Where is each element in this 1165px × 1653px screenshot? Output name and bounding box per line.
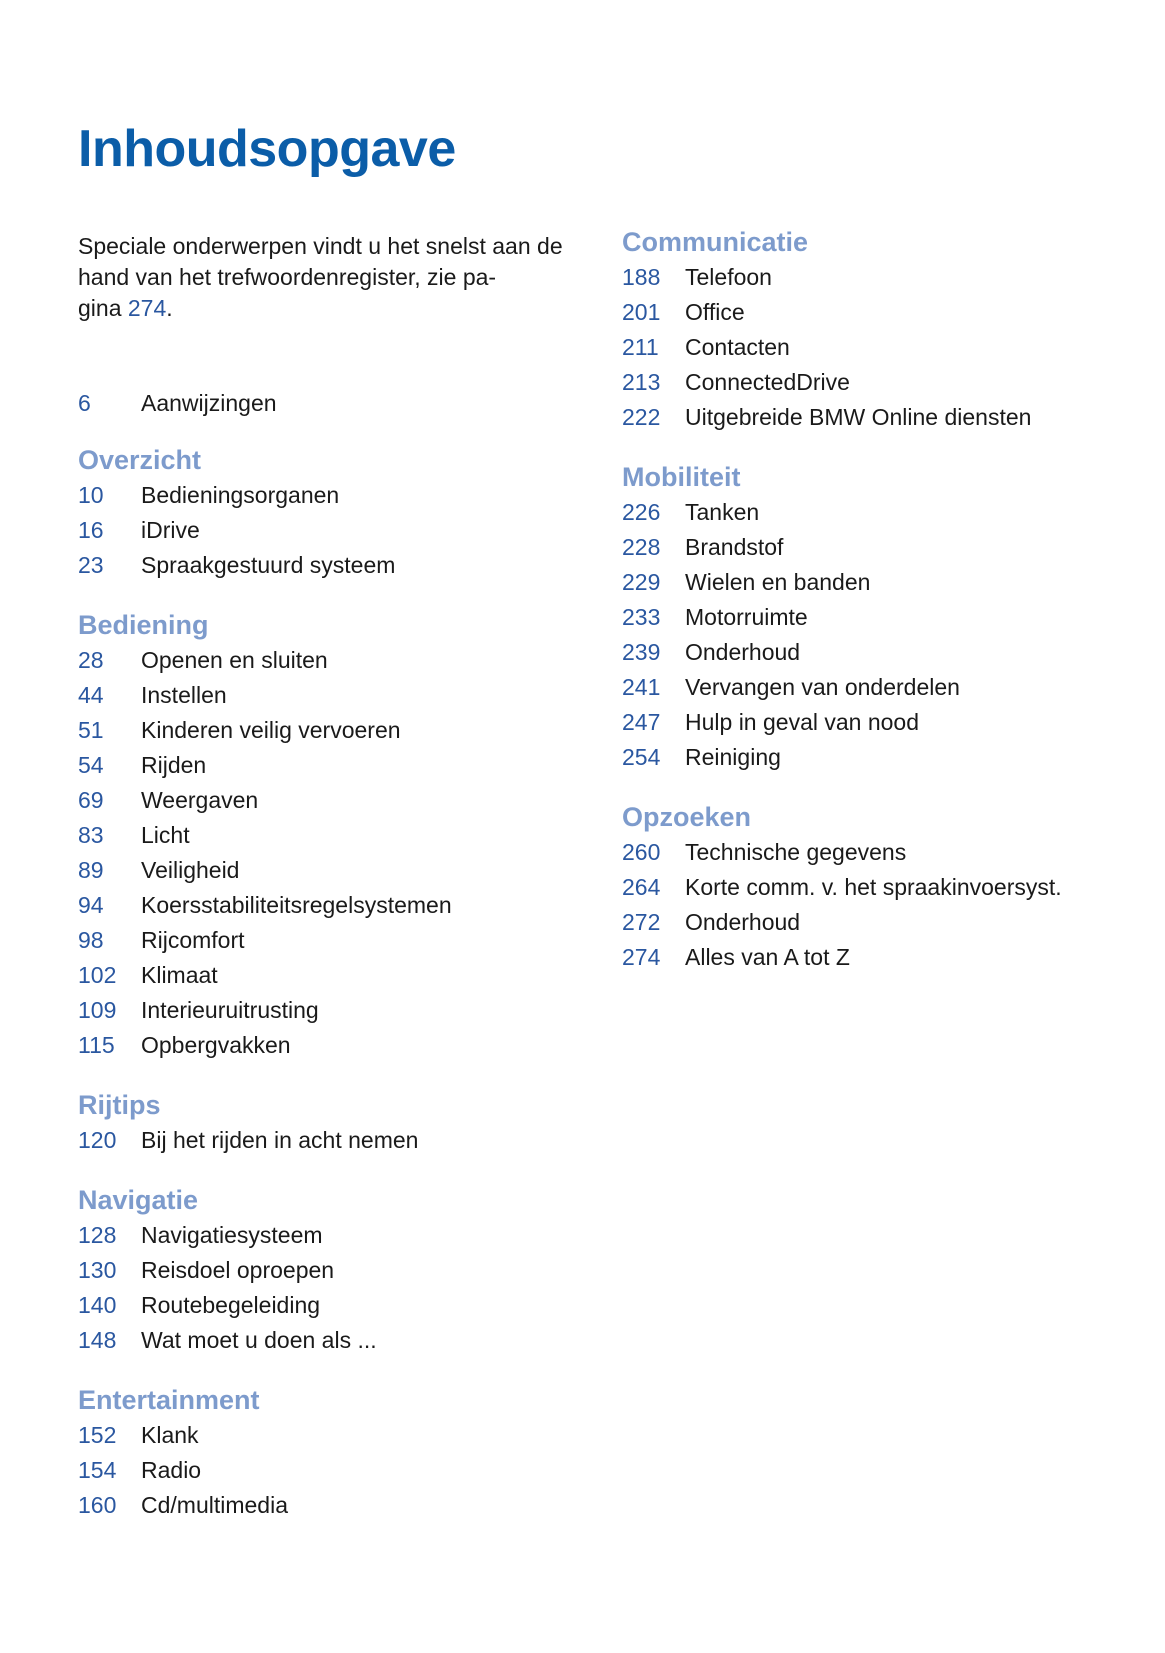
toc-page-number[interactable]: 54: [78, 752, 104, 778]
toc-entry[interactable]: [78, 888, 598, 923]
toc-entry-title[interactable]: ConnectedDrive: [685, 369, 850, 395]
intro-line: [78, 293, 598, 324]
toc-entry[interactable]: [622, 495, 1142, 530]
toc-entry[interactable]: [622, 400, 1142, 435]
toc-page-number[interactable]: 140: [78, 1292, 117, 1318]
toc-page-number[interactable]: 6: [78, 390, 91, 416]
toc-section-opzoeken: [622, 800, 1142, 975]
toc-page-number[interactable]: 23: [78, 552, 104, 578]
toc-entry-title[interactable]: Routebegeleiding: [141, 1292, 321, 1318]
toc-entry-title[interactable]: Rijcomfort: [141, 927, 245, 953]
toc-entry-title[interactable]: Rijden: [141, 752, 207, 778]
toc-entry-title[interactable]: Uitgebreide BMW Online diensten: [685, 404, 1032, 430]
intro-text: [78, 231, 598, 324]
toc-entry-title[interactable]: Cd/multimedia: [141, 1492, 288, 1518]
toc-page-number[interactable]: 69: [78, 787, 104, 813]
toc-page-number[interactable]: 94: [78, 892, 104, 918]
toc-entry-title[interactable]: Klimaat: [141, 962, 218, 988]
toc-page-number[interactable]: 213: [622, 369, 661, 395]
toc-entry-title[interactable]: Technische gegevens: [685, 839, 907, 865]
toc-entry[interactable]: [622, 670, 1142, 705]
toc-page-number[interactable]: 98: [78, 927, 104, 953]
toc-entry[interactable]: [78, 923, 598, 958]
toc-page-number[interactable]: 274: [622, 944, 661, 970]
toc-entry[interactable]: [78, 1218, 598, 1253]
toc-entry-title[interactable]: Instellen: [141, 682, 227, 708]
toc-page-number[interactable]: 272: [622, 909, 661, 935]
toc-entry[interactable]: [622, 705, 1142, 740]
toc-page-number[interactable]: 128: [78, 1222, 117, 1248]
toc-entry-title[interactable]: Wat moet u doen als ...: [141, 1327, 377, 1353]
toc-entry[interactable]: [622, 740, 1142, 775]
toc-entry-title[interactable]: Tanken: [685, 499, 760, 525]
toc-entry-title[interactable]: Bij het rijden in acht nemen: [141, 1127, 419, 1153]
toc-page-number[interactable]: 102: [78, 962, 117, 988]
toc-entry-title[interactable]: Radio: [141, 1457, 202, 1483]
toc-section-heading: Overzicht: [78, 445, 202, 475]
toc-page-number[interactable]: 44: [78, 682, 104, 708]
intro-line-text: gina: [78, 295, 128, 321]
toc-page-number[interactable]: 211: [622, 334, 659, 360]
toc-entry-title[interactable]: Alles van A tot Z: [685, 944, 850, 970]
toc-entry[interactable]: [622, 835, 1142, 870]
toc-entry[interactable]: [78, 958, 598, 993]
toc-entry[interactable]: [622, 295, 1142, 330]
toc-entry[interactable]: [78, 783, 598, 818]
toc-entry[interactable]: [78, 643, 598, 678]
toc-entry[interactable]: [78, 386, 598, 421]
toc-entry-title[interactable]: Bedieningsorganen: [141, 482, 340, 508]
intro-line: hand van het trefwoordenregister, zie pa-: [78, 264, 497, 290]
toc-entry-title[interactable]: Interieuruitrusting: [141, 997, 319, 1023]
toc-section-mobiliteit: [622, 460, 1142, 775]
toc-entry-title[interactable]: Telefoon: [685, 264, 772, 290]
toc-entry[interactable]: [622, 940, 1142, 975]
toc-page-number[interactable]: 130: [78, 1257, 117, 1283]
toc-section-heading: Rijtips: [78, 1090, 161, 1120]
toc-entry[interactable]: [78, 548, 598, 583]
intro-line: Speciale onderwerpen vindt u het snelst aan de: [78, 233, 563, 259]
toc-entry[interactable]: [78, 818, 598, 853]
toc-entry-title[interactable]: Openen en sluiten: [141, 647, 328, 673]
toc-entry[interactable]: [622, 905, 1142, 940]
toc-entry[interactable]: [78, 1453, 598, 1488]
toc-page-number[interactable]: 201: [622, 299, 661, 325]
toc-page-number[interactable]: 247: [622, 709, 661, 735]
toc-entry[interactable]: [78, 1028, 598, 1063]
toc-entry[interactable]: [622, 365, 1142, 400]
toc-section-standalone: [78, 386, 598, 421]
toc-section-bediening: [78, 608, 598, 1063]
toc-page-number[interactable]: 120: [78, 1127, 117, 1153]
toc-section-communicatie: [622, 225, 1142, 435]
toc-section-heading: Navigatie: [78, 1185, 199, 1215]
toc-section-heading: Entertainment: [78, 1385, 260, 1415]
toc-page-number[interactable]: 83: [78, 822, 104, 848]
toc-entry-title[interactable]: Onderhoud: [685, 909, 801, 935]
toc-page-number[interactable]: 16: [78, 517, 104, 543]
toc-entry[interactable]: [622, 330, 1142, 365]
toc-section-navigatie: [78, 1183, 598, 1358]
toc-page-number[interactable]: 188: [622, 264, 661, 290]
toc-page-number[interactable]: 229: [622, 569, 661, 595]
toc-page-number[interactable]: 154: [78, 1457, 117, 1483]
toc-entry-title[interactable]: Aanwijzingen: [141, 390, 277, 416]
toc-entry-title[interactable]: Klank: [141, 1422, 199, 1448]
toc-entry-title[interactable]: Motorruimte: [685, 604, 808, 630]
intro-period: .: [166, 295, 173, 321]
toc-entry[interactable]: [622, 635, 1142, 670]
toc-page-number[interactable]: 28: [78, 647, 104, 673]
toc-entry-title[interactable]: Kinderen veilig vervoeren: [141, 717, 401, 743]
toc-entry[interactable]: [78, 1123, 598, 1158]
toc-section-heading: Bediening: [78, 610, 209, 640]
toc-entry-title[interactable]: Reiniging: [685, 744, 781, 770]
toc-entry-title[interactable]: Licht: [141, 822, 190, 848]
toc-entry-title[interactable]: Onderhoud: [685, 639, 801, 665]
toc-entry-title[interactable]: Reisdoel oproepen: [141, 1257, 335, 1283]
toc-entry[interactable]: [78, 993, 598, 1028]
toc-entry-title[interactable]: Contacten: [685, 334, 790, 360]
toc-entry[interactable]: [622, 565, 1142, 600]
toc-section-heading: Mobiliteit: [622, 462, 741, 492]
toc-entry[interactable]: [622, 530, 1142, 565]
toc-entry[interactable]: [78, 513, 598, 548]
toc-entry-title[interactable]: Hulp in geval van nood: [685, 709, 919, 735]
toc-entry-title[interactable]: Navigatiesysteem: [141, 1222, 323, 1248]
toc-page-number[interactable]: 239: [622, 639, 661, 665]
toc-entry[interactable]: [78, 1488, 598, 1523]
toc-entry[interactable]: [78, 1418, 598, 1453]
toc-page-number[interactable]: 109: [78, 997, 117, 1023]
toc-page-number[interactable]: 51: [78, 717, 104, 743]
toc-entry[interactable]: [78, 1323, 598, 1358]
toc-page-number[interactable]: 148: [78, 1327, 117, 1353]
toc-entry-title[interactable]: Office: [685, 299, 745, 325]
toc-entry-title[interactable]: Opbergvakken: [141, 1032, 291, 1058]
toc-entry-title[interactable]: Spraakgestuurd systeem: [141, 552, 396, 578]
toc-entry[interactable]: [78, 678, 598, 713]
toc-entry-title[interactable]: Veiligheid: [141, 857, 240, 883]
toc-page-number[interactable]: 233: [622, 604, 661, 630]
toc-entry-title[interactable]: Brandstof: [685, 534, 784, 560]
toc-entry[interactable]: [622, 870, 1142, 905]
toc-entry[interactable]: [78, 1288, 598, 1323]
toc-page-number[interactable]: 264: [622, 874, 661, 900]
toc-page-number[interactable]: 226: [622, 499, 661, 525]
toc-entry-title[interactable]: Wielen en banden: [685, 569, 871, 595]
toc-page-number[interactable]: 10: [78, 482, 104, 508]
toc-section-heading: Opzoeken: [622, 802, 752, 832]
toc-right-column: [622, 227, 1142, 975]
toc-page-number[interactable]: 160: [78, 1492, 117, 1518]
toc-entry[interactable]: [78, 748, 598, 783]
toc-entry-title[interactable]: Korte comm. v. het spraakinvoersyst.: [685, 874, 1062, 900]
toc-entry-title[interactable]: Weergaven: [141, 787, 259, 813]
toc-section-entertainment: [78, 1383, 598, 1523]
toc-entry[interactable]: [78, 478, 598, 513]
toc-entry-title[interactable]: Vervangen van onderdelen: [685, 674, 960, 700]
toc-left-column: [78, 386, 598, 1523]
toc-entry[interactable]: [622, 600, 1142, 635]
toc-section-heading: Communicatie: [622, 227, 809, 257]
toc-page-number[interactable]: 254: [622, 744, 661, 770]
toc-page-number[interactable]: 115: [78, 1032, 115, 1058]
toc-entry[interactable]: [78, 1253, 598, 1288]
toc-page-number[interactable]: 228: [622, 534, 661, 560]
toc-entry-title[interactable]: iDrive: [141, 517, 200, 543]
toc-entry[interactable]: [78, 853, 598, 888]
toc-section-rijtips: [78, 1088, 598, 1158]
toc-page-number[interactable]: 89: [78, 857, 104, 883]
toc-entry-title[interactable]: Koersstabiliteitsregelsystemen: [141, 892, 452, 918]
toc-page-number[interactable]: 241: [622, 674, 661, 700]
page-title: Inhoudsopgave: [78, 120, 456, 178]
toc-entry[interactable]: [622, 260, 1142, 295]
toc-page-number[interactable]: 152: [78, 1422, 117, 1448]
index-page-link[interactable]: 274: [127, 295, 167, 321]
toc-page-number[interactable]: 222: [622, 404, 661, 430]
toc-page-number[interactable]: 260: [622, 839, 661, 865]
toc-section-overzicht: [78, 443, 598, 583]
toc-entry[interactable]: [78, 713, 598, 748]
